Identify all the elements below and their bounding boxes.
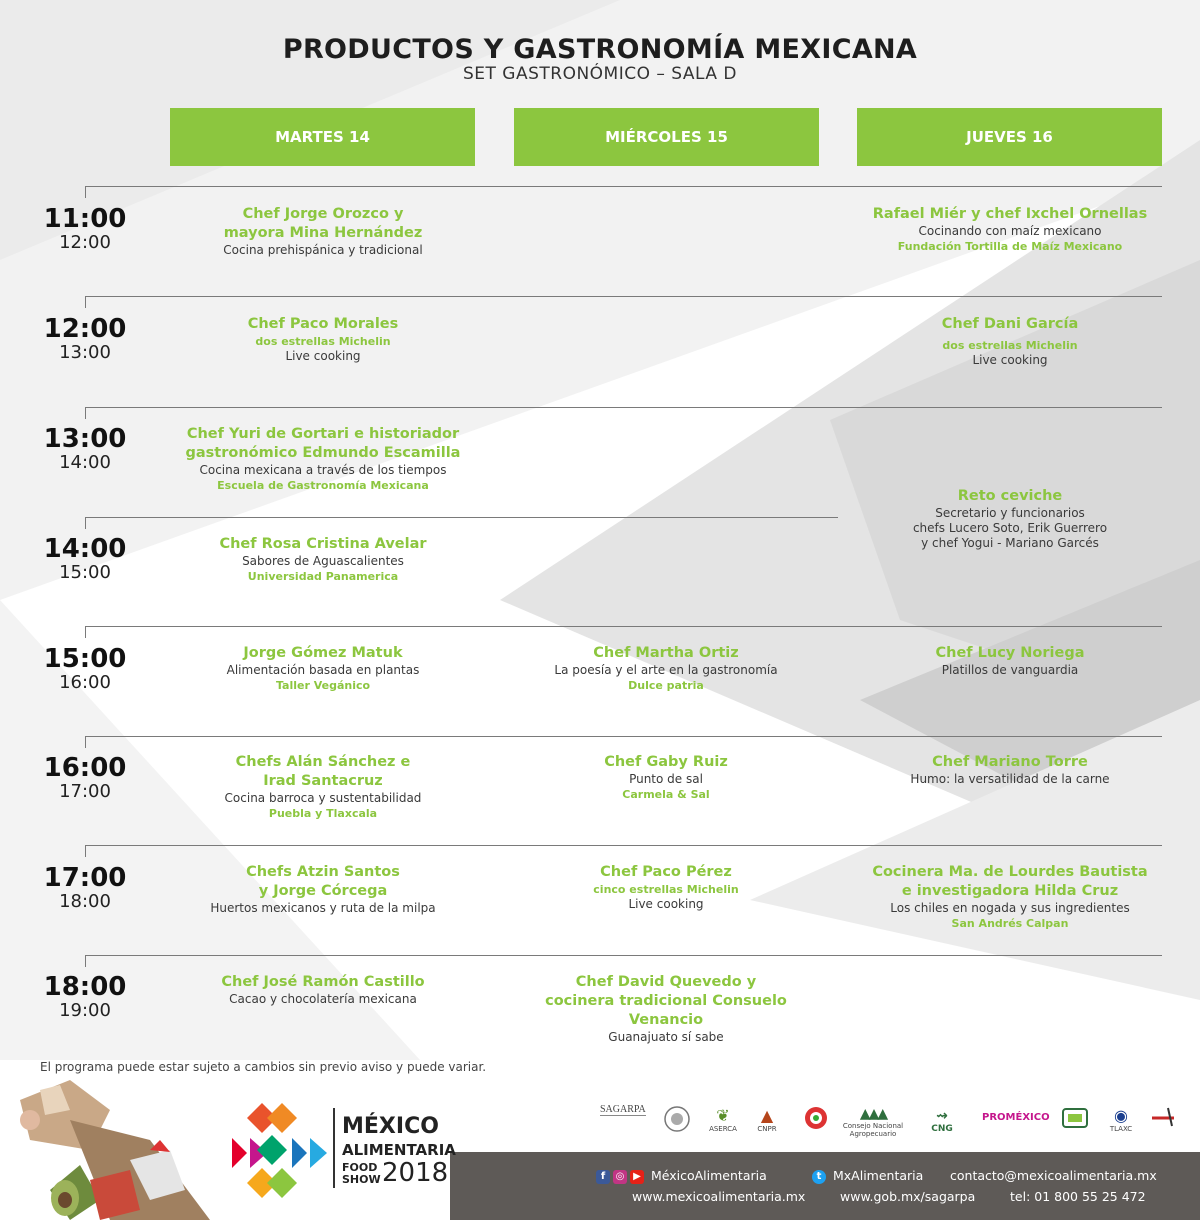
event-venue: dos estrellas Michelin <box>255 335 391 348</box>
event-description: Secretario y funcionarios chefs Lucero Soto, Erik Guerrero y chef Yogui - Mariano Garcés <box>912 506 1108 550</box>
event-description: Cacao y chocolatería mexicana <box>229 992 417 1006</box>
logo-food: FOOD <box>342 1161 378 1174</box>
event-title: Jorge Gómez Matuk <box>243 645 403 661</box>
partner-logo-promexico: PROMÉXICO <box>982 1112 1050 1123</box>
time-slot <box>30 316 140 362</box>
event-card <box>153 644 493 693</box>
day-header-thursday: JUEVES 16 <box>857 108 1162 166</box>
logo-show: SHOW <box>342 1173 381 1186</box>
row-divider <box>85 407 1162 408</box>
event-title: Chef Gaby Ruiz <box>604 754 728 770</box>
event-description: Punto de sal <box>629 772 703 786</box>
time-end: 16:00 <box>59 672 111 693</box>
facebook-icon: f <box>596 1170 610 1184</box>
event-card <box>840 487 1180 551</box>
event-title: Chef Rosa Cristina Avelar <box>219 536 427 552</box>
event-description: Cocina barroca y sustentabilidad <box>224 791 422 805</box>
page-title: PRODUCTOS Y GASTRONOMÍA MEXICANA <box>282 34 918 65</box>
event-card <box>153 315 493 364</box>
time-end: 15:00 <box>59 562 111 583</box>
row-tick <box>85 407 86 419</box>
event-card <box>153 535 493 584</box>
row-divider <box>85 626 1162 627</box>
event-title: Chef Paco Morales <box>247 316 399 332</box>
government-seal-icon <box>664 1106 690 1132</box>
event-title: Chef Martha Ortiz <box>593 645 739 661</box>
event-description: Cocina mexicana a través de los tiempos <box>199 463 447 477</box>
event-title: Reto ceviche <box>957 488 1063 504</box>
row-tick <box>85 517 86 529</box>
youtube-icon: ▶ <box>630 1170 644 1184</box>
time-start: 16:00 <box>43 753 127 783</box>
partner-badge-icon <box>804 1106 828 1130</box>
event-venue: San Andrés Calpan <box>951 917 1069 930</box>
row-divider <box>85 186 1162 187</box>
partner-logo-shield-icon <box>1062 1108 1088 1128</box>
website-link[interactable]: www.mexicoalimentaria.mx <box>632 1189 806 1204</box>
event-description: Live cooking <box>972 353 1048 367</box>
time-start: 13:00 <box>43 424 127 454</box>
row-tick <box>85 186 86 198</box>
time-end: 13:00 <box>59 342 111 363</box>
time-slot <box>30 974 140 1020</box>
event-title: Chef David Quevedo y cocinera tradicional Consuelo Venancio <box>545 974 787 1028</box>
social-handle: MéxicoAlimentaria <box>650 1168 767 1183</box>
event-card <box>153 425 493 493</box>
food-illustration <box>0 1080 215 1220</box>
event-description: Sabores de Aguascalientes <box>242 554 404 568</box>
row-tick <box>85 736 86 748</box>
event-venue: Universidad Panamerica <box>247 570 399 583</box>
event-description: Alimentación basada en plantas <box>226 663 420 677</box>
day-header-wednesday: MIÉRCOLES 15 <box>514 108 819 166</box>
event-title: Chef José Ramón Castillo <box>221 974 425 990</box>
time-slot <box>30 426 140 472</box>
partner-logo-sagarpa: SAGARPA <box>600 1104 646 1115</box>
time-slot <box>30 646 140 692</box>
logo-line2: ALIMENTARIA <box>342 1141 456 1159</box>
logo-divider <box>333 1108 335 1188</box>
event-card <box>153 973 493 1007</box>
row-divider <box>85 955 1162 956</box>
partner-logo-tlaxc <box>1106 1106 1136 1133</box>
page-subtitle: SET GASTRONÓMICO – SALA D <box>462 64 738 84</box>
time-start: 17:00 <box>43 863 127 893</box>
event-card <box>153 753 493 821</box>
event-title: Chefs Atzin Santos y Jorge Córcega <box>246 864 400 899</box>
event-venue: Fundación Tortilla de Maíz Mexicano <box>897 240 1123 253</box>
event-description: Live cooking <box>285 349 361 363</box>
time-start: 18:00 <box>43 972 127 1002</box>
event-description: Humo: la versatilidad de la carne <box>910 772 1110 786</box>
partner-name: TLAXC <box>1109 1125 1133 1133</box>
event-description: Huertos mexicanos y ruta de la milpa <box>210 901 436 915</box>
event-title: Chef Lucy Noriega <box>935 645 1085 661</box>
event-description: Guanajuato sí sabe <box>608 1030 724 1044</box>
event-description: Live cooking <box>628 897 704 911</box>
time-start: 11:00 <box>43 204 127 234</box>
globe-icon: ◉ <box>1114 1106 1128 1125</box>
event-card <box>153 205 493 258</box>
partner-name: CNG <box>931 1124 953 1134</box>
social-link-facebook-instagram-youtube[interactable] <box>596 1168 767 1184</box>
row-tick <box>85 626 86 638</box>
row-tick <box>85 845 86 857</box>
time-start: 15:00 <box>43 644 127 674</box>
website-link-sagarpa[interactable]: www.gob.mx/sagarpa <box>840 1189 976 1204</box>
event-title: Chef Dani García <box>941 316 1079 332</box>
twitter-icon: t <box>812 1170 826 1184</box>
event-description: Los chiles en nogada y sus ingredientes <box>890 901 1130 915</box>
social-handle: MxAlimentaria <box>832 1168 924 1183</box>
event-title: Chef Paco Pérez <box>600 864 732 880</box>
event-venue: Puebla y Tlaxcala <box>268 807 378 820</box>
row-divider <box>85 845 1162 846</box>
time-end: 18:00 <box>59 891 111 912</box>
partner-name: Consejo Nacional Agropecuario <box>842 1122 904 1138</box>
event-card <box>496 753 836 802</box>
row-tick <box>85 296 86 308</box>
social-link-twitter[interactable] <box>812 1168 923 1184</box>
row-divider <box>85 296 1162 297</box>
time-end: 14:00 <box>59 452 111 473</box>
time-slot <box>30 865 140 911</box>
instagram-icon: ◎ <box>613 1170 627 1184</box>
row-divider <box>85 736 1162 737</box>
time-end: 17:00 <box>59 781 111 802</box>
partner-logo-cnpr <box>752 1106 782 1133</box>
mexico-alimentaria-logo-mark <box>232 1103 327 1198</box>
row-divider <box>85 517 838 518</box>
time-end: 12:00 <box>59 232 111 253</box>
partner-logo-aserca <box>708 1106 738 1133</box>
event-title: Cocinera Ma. de Lourdes Bautista e investigadora Hilda Cruz <box>872 864 1148 899</box>
event-title: Chefs Alán Sánchez e Irad Santacruz <box>235 754 411 789</box>
event-venue: Carmela & Sal <box>622 788 710 801</box>
logo-line1: MÉXICO <box>342 1114 439 1139</box>
logo-year: 2018 <box>382 1158 449 1188</box>
event-card <box>840 863 1180 931</box>
event-card <box>840 205 1180 254</box>
disclaimer: El programa puede estar sujeto a cambios sin previo aviso y puede variar. <box>40 1060 487 1074</box>
phone-number: tel: 01 800 55 25 472 <box>1010 1189 1146 1204</box>
event-venue: dos estrellas Michelin <box>942 339 1078 352</box>
row-tick <box>85 955 86 967</box>
event-card <box>496 644 836 693</box>
time-slot <box>30 536 140 582</box>
partner-logo-cng <box>924 1108 960 1134</box>
event-venue: cinco estrellas Michelin <box>593 883 739 896</box>
event-title: Chef Mariano Torre <box>932 754 1088 770</box>
time-start: 14:00 <box>43 534 127 564</box>
email-link[interactable]: contacto@mexicoalimentaria.mx <box>950 1168 1157 1183</box>
event-title: Chef Jorge Orozco y mayora Mina Hernández <box>223 206 423 241</box>
event-card <box>153 863 493 916</box>
event-description: La poesía y el arte en la gastronomía <box>554 663 778 677</box>
time-slot <box>30 206 140 252</box>
partner-name: ASERCA <box>709 1125 737 1133</box>
partner-logo-cna <box>840 1106 906 1138</box>
event-card <box>840 644 1180 678</box>
event-description: Platillos de vanguardia <box>941 663 1079 677</box>
event-description: Cocinando con maíz mexicano <box>918 224 1102 238</box>
event-card <box>840 753 1180 787</box>
footer-bar <box>450 1152 1200 1220</box>
event-title: Chef Yuri de Gortari e historiador gastronómico Edmundo Escamilla <box>185 426 461 461</box>
day-header-tuesday: MARTES 14 <box>170 108 475 166</box>
event-description: Cocina prehispánica y tradicional <box>223 243 423 257</box>
beef-logo-icon <box>1150 1106 1176 1130</box>
event-title: Rafael Miér y chef Ixchel Ornellas <box>872 206 1148 222</box>
event-card <box>840 315 1180 368</box>
leaf-icon: ❦ <box>716 1106 730 1125</box>
time-end: 19:00 <box>59 1000 111 1021</box>
time-start: 12:00 <box>43 314 127 344</box>
partner-name: CNPR <box>757 1125 777 1133</box>
event-card <box>496 973 836 1045</box>
event-venue: Escuela de Gastronomía Mexicana <box>217 479 429 492</box>
crop-icon: ▲ <box>760 1106 774 1125</box>
bull-icon: ⇝ <box>936 1108 948 1124</box>
event-venue: Dulce patria <box>628 679 704 692</box>
time-slot <box>30 755 140 801</box>
mountains-icon: ▲▲▲ <box>859 1106 887 1122</box>
event-card <box>496 863 836 912</box>
event-venue: Taller Vegánico <box>275 679 371 692</box>
